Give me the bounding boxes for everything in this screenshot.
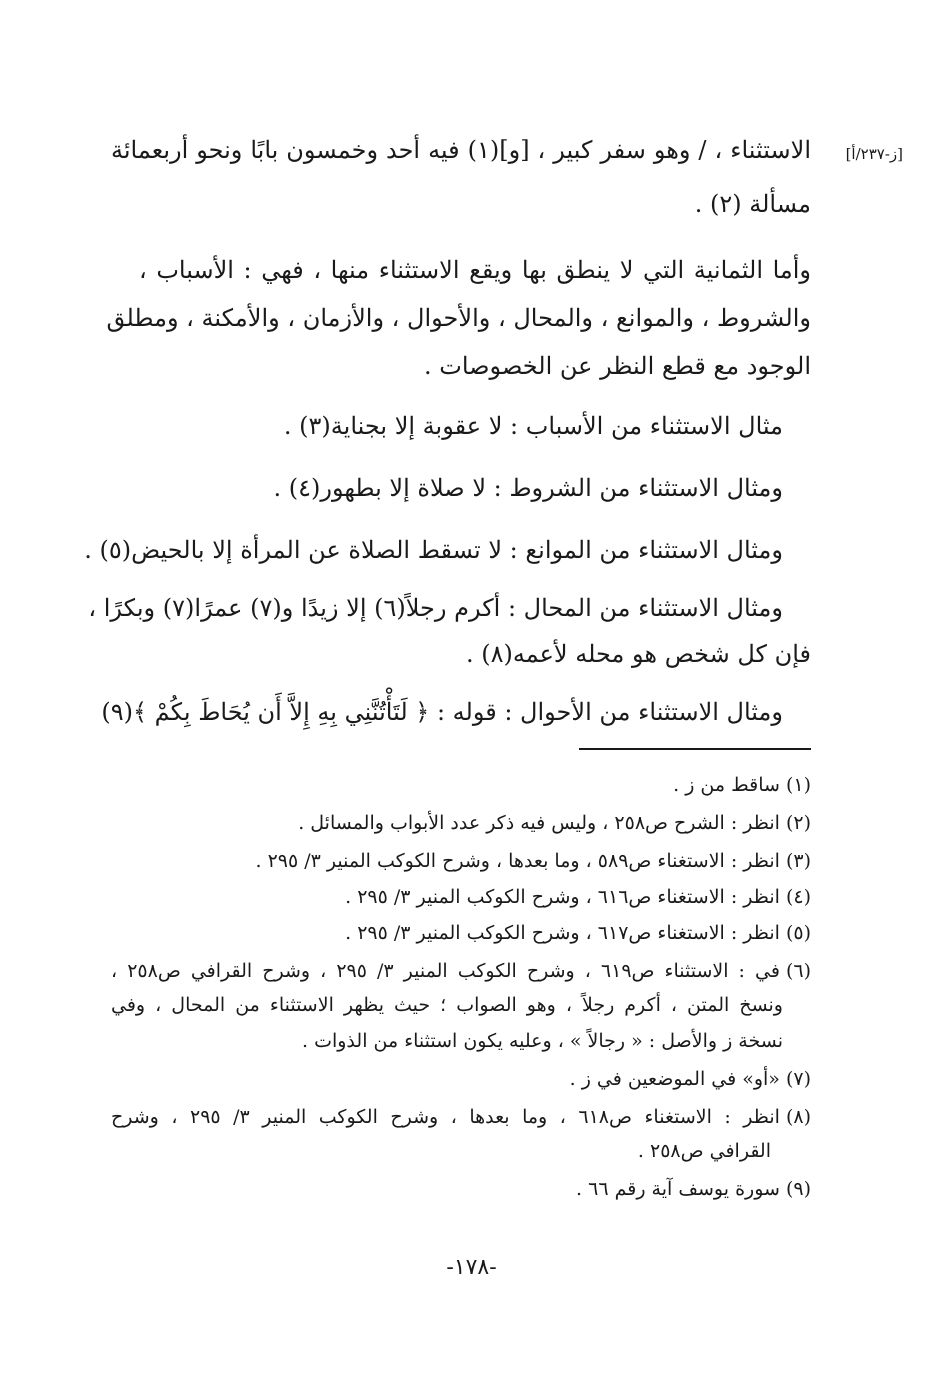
footnote-number: (٥) (785, 922, 811, 944)
body-line-1: الاستثناء ، / وهو سفر كبير ، [و](١) فيه أحد وخمسون بابًا ونحو أربعمائة (111, 136, 811, 164)
footnote-text: سورة يوسف آية رقم ٦٦ . (576, 1178, 780, 1200)
footnote-number: (٩) (785, 1178, 811, 1200)
footnote-text: ونسخ المتن ، أكرم رجلاً ، وهو الصواب ؛ حيث يظهر الاستثناء من المحال ، وفي (111, 994, 783, 1016)
footnote-number: (٦) (785, 960, 811, 982)
footnote-5 (345, 918, 811, 948)
footnote-6-continued-2 (302, 1026, 783, 1056)
footnote-text: ساقط من ز . (673, 774, 780, 796)
body-line-5: الوجود مع قطع النظر عن الخصوصات . (424, 352, 811, 380)
body-line-11: ومثال الاستثناء من الأحوال : قوله : ﴿ لَتَأْتُنَّنِي بِهِ إِلاَّ أَن يُحَاطَ بِكُمْ ﴾(٩) (101, 698, 783, 726)
footnote-number: (٧) (785, 1068, 811, 1090)
body-line-3: وأما الثمانية التي لا ينطق بها ويقع الاستثناء منها ، فهي : الأسباب ، (139, 256, 811, 284)
footnote-4 (345, 882, 811, 912)
footnote-number: (٢) (785, 812, 811, 834)
footnote-number: (٨) (785, 1106, 811, 1128)
footnote-number: (٣) (785, 850, 811, 872)
page-number: -١٧٨- (446, 1255, 497, 1280)
footnote-text: انظر : الاستغناء ص٥٨٩ ، وما بعدها ، وشرح الكوكب المنير ٣/ ٢٩٥ . (255, 850, 780, 872)
footnote-text: انظر : الشرح ص٢٥٨ ، وليس فيه ذكر عدد الأبواب والمسائل . (298, 812, 780, 834)
body-line-4: والشروط ، والموانع ، والمحال ، والأحوال ، والأزمان ، والأمكنة ، ومطلق (106, 304, 811, 332)
footnote-6-continued (111, 990, 783, 1020)
body-line-8: ومثال الاستثناء من الموانع : لا تسقط الصلاة عن المرأة إلا بالحيض(٥) . (84, 536, 783, 564)
manuscript-folio-reference: [ز-٢٣٧/أ] (845, 145, 903, 163)
body-line-6: مثال الاستثناء من الأسباب : لا عقوبة إلا بجناية(٣) . (283, 412, 783, 440)
footnote-text: نسخة ز والأصل : « رجالاً » ، وعليه يكون استثناء من الذوات . (302, 1030, 783, 1052)
body-line-10: فإن كل شخص هو محله لأعمه(٨) . (465, 640, 811, 668)
footnote-text: في : الاستثناء ص٦١٩ ، وشرح الكوكب المنير ٣/ ٢٩٥ ، وشرح القرافي ص٢٥٨ ، (111, 960, 780, 982)
footnote-8-continued (638, 1136, 771, 1166)
footnote-divider (579, 748, 811, 750)
footnote-text: انظر : الاستغناء ص٦١٨ ، وما بعدها ، وشرح الكوكب المنير ٣/ ٢٩٥ ، وشرح (111, 1106, 780, 1128)
footnote-1 (673, 770, 811, 800)
body-line-2: مسألة (٢) . (694, 190, 811, 218)
footnote-6 (111, 956, 811, 986)
footnote-8 (111, 1102, 811, 1132)
footnote-7 (570, 1064, 811, 1094)
footnote-number: (٤) (785, 886, 811, 908)
footnote-3 (256, 846, 812, 876)
footnote-text: «أو» في الموضعين في ز . (569, 1068, 780, 1090)
footnote-text: انظر : الاستغناء ص٦١٧ ، وشرح الكوكب المنير ٣/ ٢٩٥ . (345, 922, 780, 944)
body-line-7: ومثال الاستثناء من الشروط : لا صلاة إلا بطهور(٤) . (273, 474, 783, 502)
footnote-text: القرافي ص٢٥٨ . (637, 1140, 771, 1162)
footnote-text: انظر : الاستغناء ص٦١٦ ، وشرح الكوكب المنير ٣/ ٢٩٥ . (345, 886, 780, 908)
footnote-2 (298, 808, 811, 838)
footnote-9 (576, 1174, 811, 1204)
body-line-9: ومثال الاستثناء من المحال : أكرم رجلاً(٦) إلا زيدًا و(٧) عمرًا(٧) وبكرًا ، (88, 594, 783, 622)
footnote-number: (١) (785, 774, 811, 796)
